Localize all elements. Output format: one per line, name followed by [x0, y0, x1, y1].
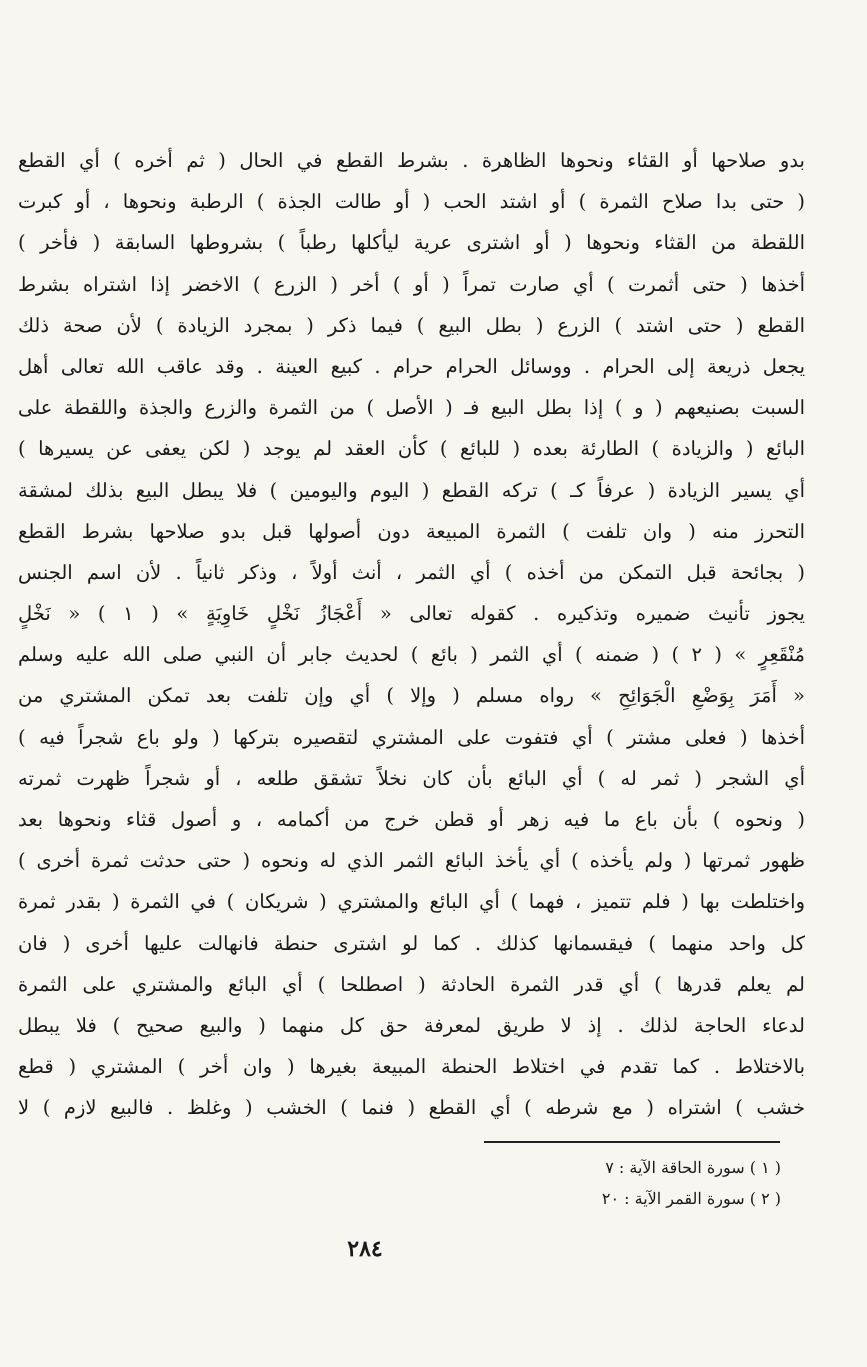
text-line: بالاختلاط . كما تقدم في اختلاط الحنطة المبيعة بغيرها ( وان أخر ) المشتري ( قطع	[18, 1055, 805, 1079]
text-line: لم يعلم قدرها ) أي قدر الثمرة الحادثة ( اصطلحا ) أي البائع والمشتري على الثمرة	[18, 972, 805, 996]
text-line: « أَمَرَ بِوَضْعِ الْجَوَائِحِ » رواه مسلم ( وإلا ) أي وإن تلفت بعد تمكن المشتري من	[18, 684, 805, 708]
text-line: اللقطة من القثاء ونحوها ( أو اشترى عرية ليأكلها رطباً ) بشروطها السابقة ( فأخر )	[18, 231, 805, 255]
text-line: مُنْقَعِرٍ » ( ٢ ) ( ضمنه ) أي الثمر ( بائع ) لحديث جابر أن النبي صلى الله عليه وسلم	[18, 643, 805, 667]
text-line: بدو صلاحها أو القثاء ونحوها الظاهرة . بشرط القطع في الحال ( ثم أخره ) أي القطع	[18, 149, 805, 172]
text-line: ( بجائحة قبل التمكن من أخذه ) أي الثمر ، أنث أولاً ، وذكر ثانياً . لأن اسم الجنس	[18, 560, 805, 584]
text-line: أخذها ( حتى أثمرت ) أي صارت تمراً ( أو ) أخر ( الزرع ) الاخضر إذا اشتراه بشرط	[18, 272, 805, 296]
footnotes	[602, 1152, 781, 1214]
text-line: يجوز تأنيث ضميره وتذكيره . كقوله تعالى « أَعْجَازُ نَخْلٍ خَاوِيَةٍ » ( ١ ) « نَخْلٍ	[18, 602, 805, 626]
text-line: واختلطت بها ( فلم تتميز ، فهما ) أي البائع والمشتري ( شريكان ) في الثمرة ( بقدر ثمرة	[18, 890, 805, 914]
text-line: البائع ( والزيادة ) الطارئة بعده ( للبائع ) كأن العقد لم يوجد ( لكن يعفى عن يسيرها )	[18, 437, 805, 461]
text-line: السبت بصنيعهم ( و ) إذا بطل البيع فـ ( الأصل ) من الثمرة والزرع والجذة واللقطة على	[18, 396, 805, 420]
text-line: ( ونحوه ) بأن باع ما فيه زهر أو قطن خرج من أكمامه ، و أصول قثاء ونحوها بعد	[18, 808, 805, 831]
text-line: ( حتى بدا صلاح الثمرة ) أو اشتد الحب ( أو طالت الجذة ) الرطبة ونحوها ، أو كبرت	[18, 190, 805, 214]
page-number: ٢٨٤	[347, 1236, 383, 1262]
footnote-2: ( ٢ ) سورة القمر الآية : ٢٠	[601, 1189, 781, 1208]
body-text	[18, 140, 805, 1129]
text-line: التحرز منه ( وان تلفت ) الثمرة المبيعة دون أصولها قبل بدو صلاحها بشرط القطع	[18, 519, 805, 543]
footnote-1: ( ١ ) سورة الحاقة الآية : ٧	[605, 1158, 781, 1177]
footnote-separator	[484, 1141, 780, 1143]
text-line: أي الشجر ( ثمر له ) أي البائع بأن كان نخلاً تشقق طلعه ، أو شجراً ظهرت ثمرته	[18, 766, 805, 790]
text-line: أي يسير الزيادة ( عرفاً كـ ) تركه القطع ( اليوم واليومين ) فلا يبطل البيع بذلك لمشقة	[18, 478, 805, 502]
text-line: لدعاء الحاجة لذلك . إذ لا طريق لمعرفة حق كل منهما ( والبيع صحيح ) فلا يبطل	[18, 1013, 805, 1037]
text-line: يجعل ذريعة إلى الحرام . ووسائل الحرام حرام . كبيع العينة . وقد عاقب الله تعالى أهل	[18, 354, 805, 378]
text-line: القطع ( حتى اشتد ) الزرع ( بطل البيع ) فيما ذكر ( بمجرد الزيادة ) لأن صحة ذلك	[18, 313, 805, 337]
text-line: أخذها ( فعلى مشتر ) أي فتفوت على المشتري لتقصيره بتركها ( ولو باع شجراً فيه )	[18, 725, 805, 749]
text-line: خشب ) اشتراه ( مع شرطه ) أي القطع ( فنما ) الخشب ( وغلظ . فالبيع لازم ) لا	[18, 1096, 805, 1120]
text-line: ظهور ثمرتها ( ولم يأخذه ) أي يأخذ البائع الثمر الذي له ونحوه ( حتى حدثت ثمرة أخرى )	[18, 849, 805, 873]
text-line: كل واحد منهما ) فيقسمانها كذلك . كما لو اشترى حنطة فانهالت عليها أخرى ( فان	[18, 931, 805, 955]
